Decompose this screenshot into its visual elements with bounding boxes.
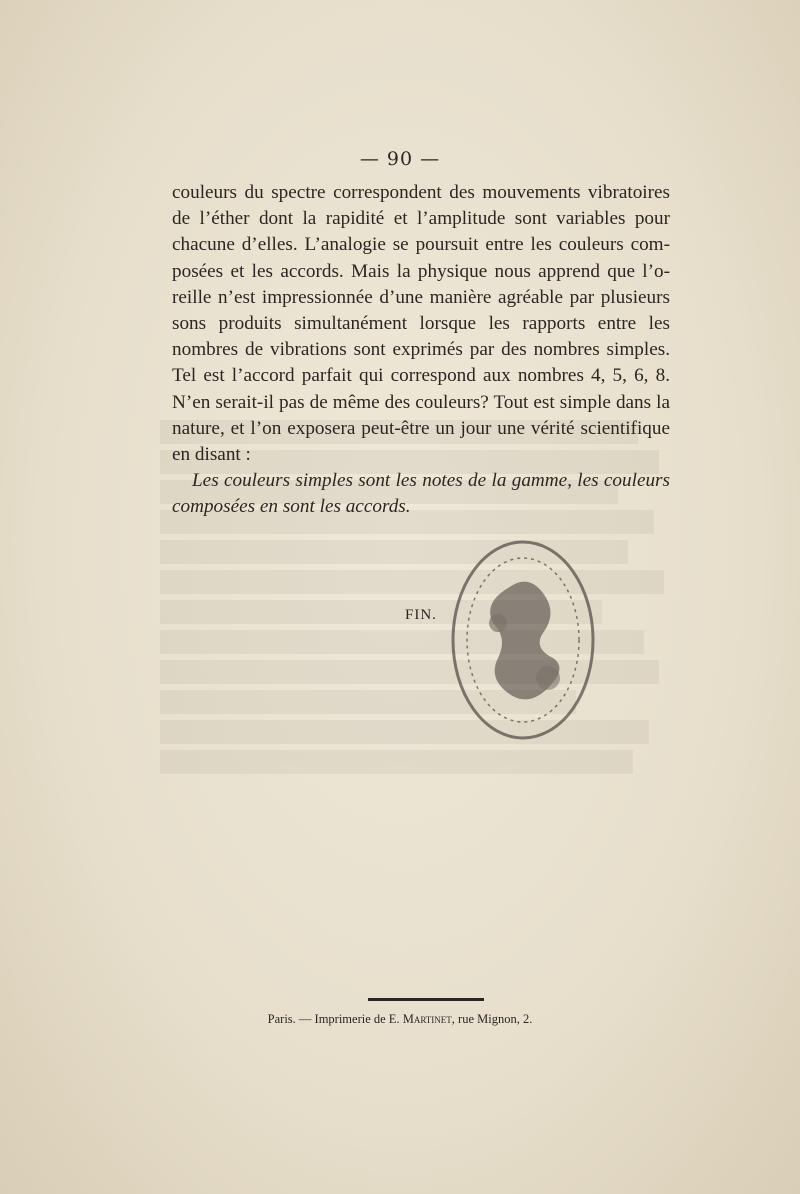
text-line: Tel est l’accord parfait qui correspond aux nombres 4, 5, 6, 8. [172,365,670,387]
imprint-suffix: , rue Mignon, 2. [451,1012,533,1026]
library-stamp [438,528,608,756]
text-line: nature, et l’on exposera peut-être un jour une vérité scientifique [172,417,670,439]
text-line: posées et les accords. Mais la physique nous apprend que l’o- [172,260,670,282]
text-line: reille n’est impressionnée d’une manière agréable par plusieurs [172,286,670,308]
body-text [172,180,670,521]
imprint-prefix: Paris. — Imprimerie de E. [267,1012,403,1026]
italic-quote-line: Les couleurs simples sont les notes de la gamme, les couleurs [192,470,670,492]
text-line: nombres de vibrations sont exprimés par des nombres simples. [172,339,670,361]
text-line: de l’éther dont la rapidité et l’amplitude sont variables pour [172,208,670,230]
footer-rule [368,998,484,1001]
text-line: N’en serait-il pas de même des couleurs? Tout est simple dans la [172,391,670,413]
imprint-printer-name: Martinet [402,1012,452,1026]
text-line: en disant : [172,444,251,466]
printer-imprint [0,1012,800,1027]
text-line: sons produits simultanément lorsque les rapports entre les [172,313,670,335]
text-line: chacune d’elles. L’analogie se poursuit entre les couleurs com- [172,234,670,256]
page-number: — 90 — [359,148,441,170]
fin-label: FIN. [405,607,437,623]
text-line: couleurs du spectre correspondent des mouvements vibratoires [172,182,670,203]
italic-quote-line: composées en sont les accords. [172,496,411,518]
